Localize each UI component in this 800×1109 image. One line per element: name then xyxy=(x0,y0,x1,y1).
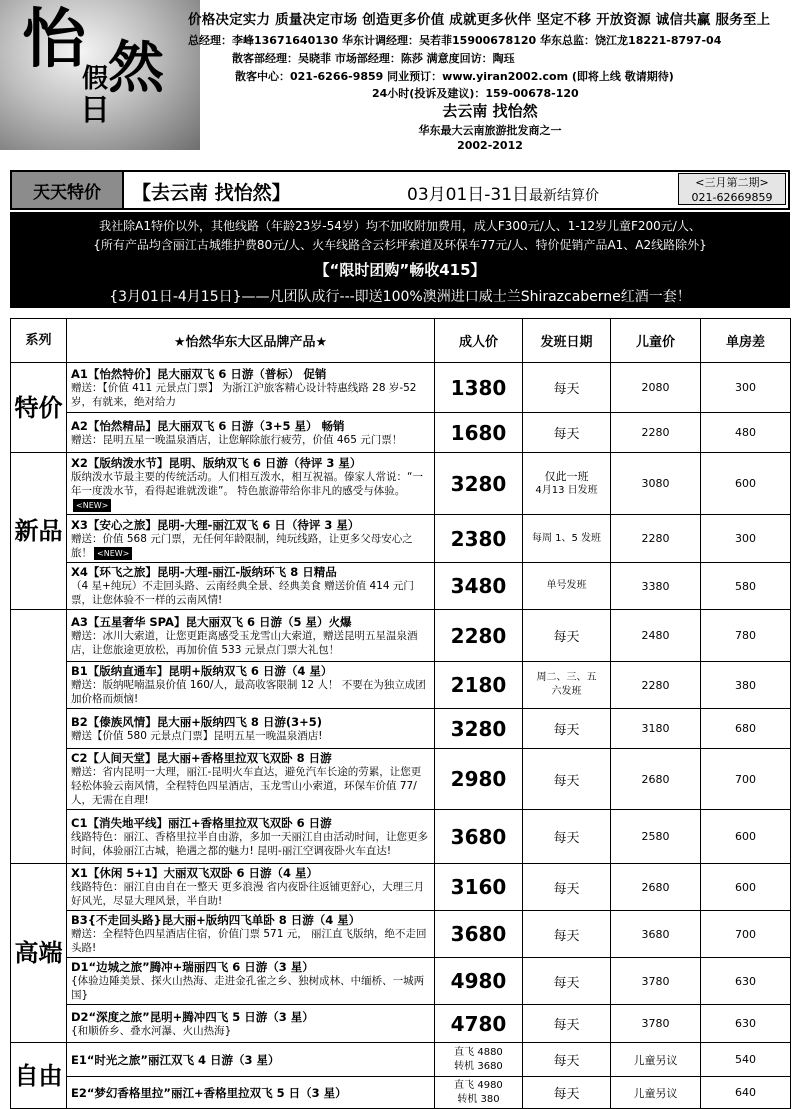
adult-price: 3680 xyxy=(435,810,523,864)
category-empty xyxy=(11,610,67,864)
product-title: C2【人间天堂】昆大丽+香格里拉双飞双卧 8 日游 xyxy=(71,751,332,765)
child-price: 2580 xyxy=(611,810,701,864)
product-title: E2“梦幻香格里拉”丽江+香格里拉双飞 5 日（3 星） xyxy=(71,1085,347,1100)
departure xyxy=(523,453,611,515)
product-title: C1【消失地平线】丽江+香格里拉双飞双卧 6 日游 xyxy=(71,815,332,830)
product-detail: 线路特色：丽江自由自在一整天 更多浪漫 省内夜卧往返铺更舒心，大理三月好风光，尽显大理风景，半自助! xyxy=(71,881,425,907)
product-detail: 赠送：省内昆明一大理，丽江-昆明火车直达，避免汽车长途的劳累，让您更轻松体验云南风情，全程特色四星酒店，玉龙雪山小索道，环保车价值 77/人，无需在自理! xyxy=(71,766,422,806)
product-detail: {和顺侨乡、叠水河瀑、火山热海} xyxy=(71,1024,232,1037)
single-supplement: 300 xyxy=(701,515,791,563)
product-cell xyxy=(67,515,435,563)
child-price: 3780 xyxy=(611,1005,701,1043)
child-price: 3380 xyxy=(611,563,701,610)
adult-price: 3280 xyxy=(435,709,523,749)
product-title: B1【版纳直通车】昆明+版纳双飞 6 日游（4 星） xyxy=(71,664,333,678)
category-free: 自由 xyxy=(11,1043,67,1109)
header-series: 系列 xyxy=(11,319,67,363)
product-cell xyxy=(67,749,435,810)
adult-price: 2380 xyxy=(435,515,523,563)
slogan: 价格决定实力 质量决定市场 创造更多价值 成就更多伙伴 坚定不移 开放资源 诚信共赢 服务至上 xyxy=(188,12,771,28)
table-row[interactable] xyxy=(11,958,791,1005)
product-detail: 赠送：【价值 411 元景点门票】 为浙江沪旅客精心设计特惠线路 28 岁-52 岁，有就来，绝对给力 xyxy=(71,381,417,408)
single-supplement: 380 xyxy=(701,662,791,709)
table-row[interactable] xyxy=(11,1005,791,1043)
departure: 每天 xyxy=(523,413,611,453)
single-supplement: 540 xyxy=(701,1043,791,1077)
single-supplement: 780 xyxy=(701,610,791,662)
table-row[interactable] xyxy=(11,1077,791,1109)
category-new: 新品 xyxy=(11,453,67,610)
single-supplement: 600 xyxy=(701,810,791,864)
table-row[interactable] xyxy=(11,662,791,709)
departure: 每天 xyxy=(523,1077,611,1109)
header-adult: 成人价 xyxy=(435,319,523,363)
departure-note: 六发班 xyxy=(551,686,582,697)
adult-price: 4780 xyxy=(435,1005,523,1043)
product-detail: 赠送：全程特色四星酒店住宿，价值门票 571 元， 丽江直飞版纳，绝不走回头路! xyxy=(71,928,427,954)
promo-title: 【“限时团购”畅收415】 xyxy=(314,261,486,279)
adult-price: 2980 xyxy=(435,749,523,810)
header-single: 单房差 xyxy=(701,319,791,363)
product-title: D2“深度之旅”昆明+腾冲四飞 5 日游（3 星） xyxy=(71,1009,314,1024)
product-cell xyxy=(67,864,435,911)
departure: 单号发班 xyxy=(523,563,611,610)
adult-price: 4980 xyxy=(435,958,523,1005)
departure: 每天 xyxy=(523,911,611,958)
child-price: 2080 xyxy=(611,363,701,413)
product-detail: （4 星+纯玩）不走回头路、云南经典全景、经典美食 赠送价值 414 元门票，让您体验不一样的云南风情! xyxy=(71,580,414,606)
departure: 每周 1、5 发班 xyxy=(523,515,611,563)
managers-line-2: 散客部经理：吴晓菲 市场部经理：陈莎 满意度回访：陶珏 xyxy=(232,52,515,65)
product-table xyxy=(10,318,791,1109)
departure-note: 4月13 日发班 xyxy=(535,484,598,496)
product-title: X2【版纳泼水节】昆明、版纳双飞 6 日游（待评 3 星） xyxy=(71,455,362,470)
child-price: 2680 xyxy=(611,864,701,911)
product-cell xyxy=(67,453,435,515)
product-detail: 赠送：价值 568 元门票，无任何年龄限制，纯玩线路，让更多父母安心之旅！ xyxy=(71,532,413,559)
product-title: E1“时光之旅”丽江双飞 4 日游（3 星） xyxy=(71,1052,280,1067)
adult-price-direct: 直飞 4880 xyxy=(454,1046,503,1058)
category-special: 特价 xyxy=(11,363,67,453)
product-cell xyxy=(67,363,435,413)
table-row[interactable] xyxy=(11,709,791,749)
product-title: A3【五星奢华 SPA】昆大丽双飞 6 日游（5 星）火爆 xyxy=(71,614,352,629)
single-supplement: 300 xyxy=(701,363,791,413)
product-detail: 线路特色：丽江、香格里拉半自由游，多加一天丽江自由活动时间，让您更多时间，体验丽江古城，艳遇之都的魅力! 昆明-丽江空调夜卧火车直达! xyxy=(71,830,428,857)
managers-line-1: 总经理：李峰13671640130 华东计调经理：吴若菲15900678120 华东总监：饶江龙18221-8797-04 xyxy=(188,34,722,47)
single-supplement: 480 xyxy=(701,413,791,453)
table-row[interactable] xyxy=(11,864,791,911)
child-price: 3680 xyxy=(611,911,701,958)
product-cell xyxy=(67,958,435,1005)
logo-char-4: 日 xyxy=(80,93,110,128)
product-title: X1【休闲 5+1】大丽双飞双卧 6 日游（4 星） xyxy=(71,866,319,880)
table-row[interactable] xyxy=(11,810,791,864)
product-cell xyxy=(67,662,435,709)
product-cell xyxy=(67,911,435,958)
special-bar xyxy=(10,170,790,210)
new-badge: <NEW> xyxy=(73,499,111,512)
departure: 每天 xyxy=(523,610,611,662)
product-title: X4【环飞之旅】昆明-大理-丽江-版纳环飞 8 日精品 xyxy=(71,565,337,579)
special-title: 【去云南 找怡然】 xyxy=(132,182,291,204)
new-badge: <NEW> xyxy=(94,547,132,560)
single-supplement: 580 xyxy=(701,563,791,610)
product-title: B2【傣族风情】昆大丽+版纳四飞 8 日游(3+5) xyxy=(71,714,323,729)
product-detail: 版纳泼水节最主要的传统活动。人们相互泼水，相互祝福。傣家人常说：“一年一度泼水节，看得起谁就泼谁”。 特色旅游带给你非凡的感受与体验。 xyxy=(71,470,423,497)
product-detail: 赠送：昆明五星一晚温泉酒店，让您解除旅行疲劳，价值 465 元门票！ xyxy=(71,433,403,446)
product-cell xyxy=(67,563,435,610)
departure xyxy=(523,662,611,709)
product-title: D1“边城之旅”腾冲+瑞丽四飞 6 日游（3 星） xyxy=(71,960,314,974)
table-row[interactable] xyxy=(11,363,791,413)
logo-char-2: 然 xyxy=(108,35,164,101)
logo-char-3: 假 xyxy=(82,64,109,94)
departure-main: 仅此一班 xyxy=(544,469,589,483)
single-supplement: 700 xyxy=(701,749,791,810)
single-supplement: 630 xyxy=(701,1005,791,1043)
header-product: ★怡然华东大区品牌产品★ xyxy=(67,319,435,363)
table-row[interactable] xyxy=(11,1043,791,1077)
adult-price xyxy=(435,1043,523,1077)
child-price: 2280 xyxy=(611,413,701,453)
departure: 每天 xyxy=(523,1043,611,1077)
product-title: A1【怡然特价】昆大丽双飞 6 日游（普标） 促销 xyxy=(71,366,327,381)
period-phone: 021-62669859 xyxy=(691,191,773,204)
product-detail: 赠送：版纳呢喃温泉价值 160/人，最高收客限制 12 人！ 不要在为独立成团加价格而烦恼! xyxy=(71,679,426,705)
table-row[interactable] xyxy=(11,413,791,453)
adult-price-direct: 直飞 4980 xyxy=(454,1079,503,1091)
departure: 每天 xyxy=(523,810,611,864)
child-price: 儿童另议 xyxy=(611,1077,701,1109)
product-cell xyxy=(67,413,435,453)
adult-price: 1680 xyxy=(435,413,523,453)
subtitle: 华东最大云南旅游批发商之一 xyxy=(418,124,562,137)
product-title: A2【怡然精品】昆大丽双飞 6 日游（3+5 星） 畅销 xyxy=(71,418,345,433)
dates-range: 03月01日-31日 xyxy=(407,185,530,205)
child-price: 3780 xyxy=(611,958,701,1005)
product-cell xyxy=(67,610,435,662)
category-premium: 高端 xyxy=(11,864,67,1043)
table-row[interactable] xyxy=(11,610,791,662)
notice-line-2: {所有产品均含丽江古城维护费80元/人、火车线路含云杉坪索道及环保车77元/人、特价促销产品A1、A2线路除外} xyxy=(93,238,707,252)
child-price: 儿童另议 xyxy=(611,1043,701,1077)
child-price: 2280 xyxy=(611,515,701,563)
product-detail: 赠送：冰川大索道，让您更距离感受玉龙雪山大索道，赠送昆明五星温泉酒店，让您旅途更放松，再加价值 533 元景点门票大礼包！ xyxy=(71,629,418,656)
departure: 每天 xyxy=(523,864,611,911)
header-departure: 发班日期 xyxy=(523,319,611,363)
child-price: 3080 xyxy=(611,453,701,515)
header-child: 儿童价 xyxy=(611,319,701,363)
product-detail: {体验边陲美景、探火山热海、走进金孔雀之乡、独树成林、中缅桥、一城两国} xyxy=(71,975,425,1001)
departure: 每天 xyxy=(523,958,611,1005)
product-cell xyxy=(67,1043,435,1077)
single-supplement: 700 xyxy=(701,911,791,958)
table-header-row xyxy=(11,319,791,363)
adult-price: 2180 xyxy=(435,662,523,709)
departure: 每天 xyxy=(523,709,611,749)
notice-block xyxy=(10,212,790,308)
period-label: <三月第二期> xyxy=(695,176,769,189)
product-cell xyxy=(67,1077,435,1109)
child-price: 2480 xyxy=(611,610,701,662)
motto: 去云南 找怡然 xyxy=(442,102,538,120)
child-price: 3180 xyxy=(611,709,701,749)
single-supplement: 680 xyxy=(701,709,791,749)
departure-main: 周二、三、五 xyxy=(536,672,597,683)
product-title: B3{不走回头路}昆大丽+版纳四飞单卧 8 日游（4 星） xyxy=(71,913,361,927)
product-cell xyxy=(67,709,435,749)
header xyxy=(0,0,800,165)
table-row[interactable] xyxy=(11,515,791,563)
product-title: X3【安心之旅】昆明-大理-丽江双飞 6 日（待评 3 星） xyxy=(71,517,360,532)
adult-price xyxy=(435,1077,523,1109)
product-cell xyxy=(67,810,435,864)
product-cell xyxy=(67,1005,435,1043)
period-box xyxy=(678,173,786,205)
notice-line-1: 我社除A1特价以外，其他线路（年龄23岁-54岁）均不加收附加费用，成人F300元/人、1-12岁儿童F200元/人、 xyxy=(99,219,701,233)
promo-detail: {3月01日-4月15日}——凡团队成行---即送100%澳洲进口威士兰Shirazcaberne红酒一套！ xyxy=(109,289,691,305)
contact-line: 散客中心：021-6266-9859 同业预订：www.yiran2002.com (即将上线 敬请期待) xyxy=(235,70,674,83)
single-supplement: 630 xyxy=(701,958,791,1005)
daily-special-tag: 天天特价 xyxy=(12,172,124,208)
adult-price-transfer: 转机 380 xyxy=(457,1093,500,1105)
adult-price: 3160 xyxy=(435,864,523,911)
adult-price: 2280 xyxy=(435,610,523,662)
single-supplement: 600 xyxy=(701,864,791,911)
departure: 每天 xyxy=(523,363,611,413)
adult-price: 3680 xyxy=(435,911,523,958)
table-row[interactable] xyxy=(11,911,791,958)
table-row[interactable] xyxy=(11,563,791,610)
child-price: 2680 xyxy=(611,749,701,810)
dates-suffix: 最新结算价 xyxy=(529,188,600,204)
single-supplement: 600 xyxy=(701,453,791,515)
years: 2002-2012 xyxy=(457,139,523,152)
adult-price: 3480 xyxy=(435,563,523,610)
adult-price: 1380 xyxy=(435,363,523,413)
adult-price-transfer: 转机 3680 xyxy=(454,1060,503,1072)
product-detail: 赠送【价值 580 元景点门票】昆明五星一晚温泉酒店! xyxy=(71,729,323,742)
child-price: 2280 xyxy=(611,662,701,709)
special-dates xyxy=(407,180,599,205)
departure: 每天 xyxy=(523,1005,611,1043)
logo xyxy=(0,0,200,150)
single-supplement: 640 xyxy=(701,1077,791,1109)
hotline: 24小时(投诉及建议)：159-00678-120 xyxy=(372,87,579,100)
departure: 每天 xyxy=(523,749,611,810)
table-row[interactable] xyxy=(11,749,791,810)
table-row[interactable] xyxy=(11,453,791,515)
adult-price: 3280 xyxy=(435,453,523,515)
logo-char-1: 怡 xyxy=(22,2,86,77)
